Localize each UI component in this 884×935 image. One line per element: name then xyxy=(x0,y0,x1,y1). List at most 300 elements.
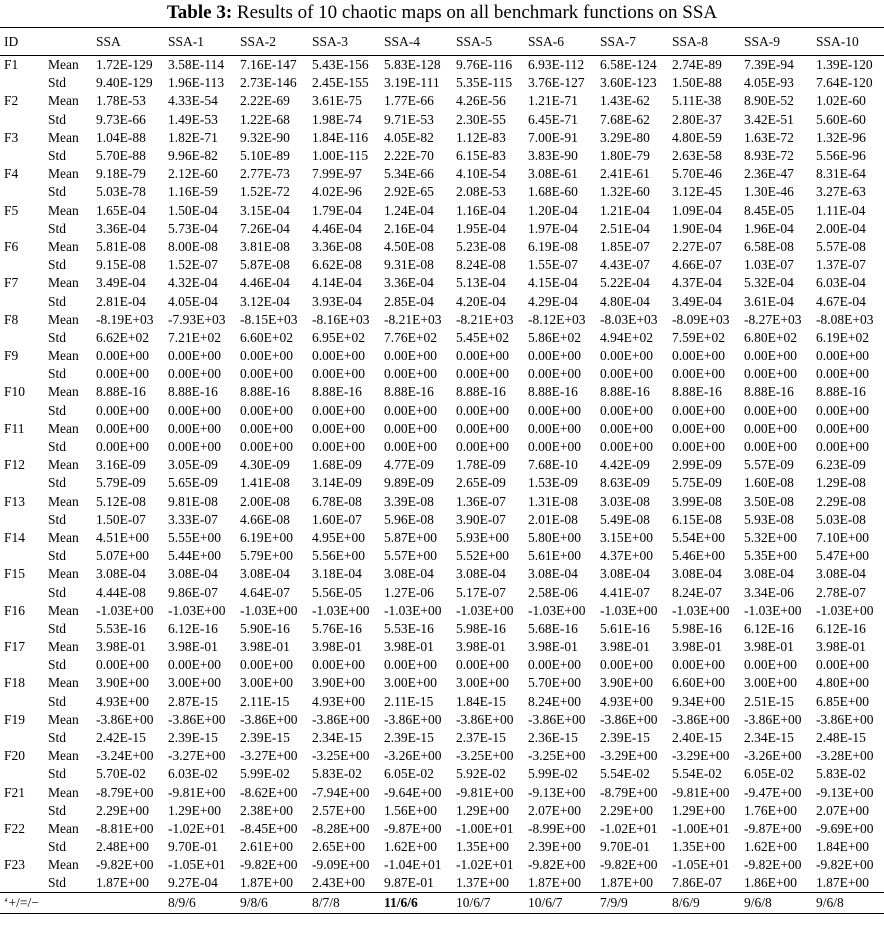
value-cell: 5.57E-08 xyxy=(816,238,866,254)
value-cell: 8.88E-16 xyxy=(744,384,794,400)
value-cell: -3.25E+00 xyxy=(456,748,514,764)
value-cell: 4.10E-54 xyxy=(456,166,506,182)
function-id: F13 xyxy=(4,493,26,509)
value-cell: 6.19E-08 xyxy=(528,238,578,254)
value-cell: 5.53E-16 xyxy=(384,620,434,636)
value-cell: -9.09E+00 xyxy=(312,857,370,873)
value-cell: -3.28E+00 xyxy=(816,748,874,764)
value-cell: 3.98E-01 xyxy=(816,639,866,655)
value-cell: 0.00E+00 xyxy=(600,402,653,418)
value-cell: 4.43E-07 xyxy=(600,257,650,273)
value-cell: 4.66E-07 xyxy=(672,257,722,273)
value-cell: 0.00E+00 xyxy=(168,439,221,455)
value-cell: 8.88E-16 xyxy=(240,384,290,400)
value-cell: 2.16E-04 xyxy=(384,220,434,236)
value-cell: -7.94E+00 xyxy=(312,784,370,800)
value-cell: 6.95E+02 xyxy=(312,329,365,345)
value-cell: 2.01E-08 xyxy=(528,511,578,527)
value-cell: 9.15E-08 xyxy=(96,257,146,273)
function-id xyxy=(0,146,44,164)
value-cell: 1.16E-59 xyxy=(168,184,218,200)
value-cell: -7.93E+03 xyxy=(168,311,226,327)
value-cell: 7.68E-10 xyxy=(528,457,578,473)
function-id: F5 xyxy=(4,202,19,218)
value-cell: 3.14E-09 xyxy=(312,475,362,491)
value-cell: 0.00E+00 xyxy=(744,657,797,673)
value-cell: 9.70E-01 xyxy=(168,839,218,855)
stat-label: Std xyxy=(48,366,67,382)
value-cell: 5.65E-09 xyxy=(168,475,218,491)
stat-label: Mean xyxy=(48,311,79,327)
function-id: F11 xyxy=(4,420,25,436)
value-cell: -9.82E+00 xyxy=(816,857,874,873)
value-cell: 2.74E-89 xyxy=(672,57,722,73)
value-cell: 5.79E+00 xyxy=(240,548,293,564)
value-cell: 4.30E-09 xyxy=(240,457,290,473)
value-cell: 1.86E+00 xyxy=(744,875,797,891)
value-cell: 6.03E-04 xyxy=(816,275,866,291)
value-cell: 5.98E-16 xyxy=(672,620,722,636)
value-cell: 1.79E-04 xyxy=(312,202,362,218)
value-cell: 2.45E-155 xyxy=(312,75,369,91)
stat-label: Std xyxy=(48,548,67,564)
value-cell: 3.98E-01 xyxy=(168,639,218,655)
value-cell: 1.29E-08 xyxy=(816,475,866,491)
stat-label: Std xyxy=(48,329,67,345)
value-cell: 9.34E+00 xyxy=(672,693,725,709)
header-ssa: SSA xyxy=(92,28,164,56)
value-cell: 2.39E+00 xyxy=(528,839,581,855)
value-cell: 5.79E-09 xyxy=(96,475,146,491)
value-cell: -9.82E+00 xyxy=(528,857,586,873)
function-id xyxy=(0,692,44,710)
value-cell: 2.58E-06 xyxy=(528,584,578,600)
value-cell: 9.18E-79 xyxy=(96,166,146,182)
value-cell: 7.99E-97 xyxy=(312,166,362,182)
value-cell: 2.39E-15 xyxy=(168,730,218,746)
value-cell: -3.86E+00 xyxy=(312,711,370,727)
value-cell: 0.00E+00 xyxy=(816,420,869,436)
value-cell: 6.85E+00 xyxy=(816,693,869,709)
value-cell: 2.48E-15 xyxy=(816,730,866,746)
value-cell: -8.62E+00 xyxy=(240,784,298,800)
table-row xyxy=(0,692,884,710)
value-cell: 5.93E-08 xyxy=(744,511,794,527)
value-cell: 1.84E-15 xyxy=(456,693,506,709)
value-cell: 2.51E-04 xyxy=(600,220,650,236)
value-cell: -1.03E+00 xyxy=(816,602,874,618)
value-cell: 3.98E-01 xyxy=(744,639,794,655)
value-cell: 1.29E+00 xyxy=(456,802,509,818)
stat-label: Std xyxy=(48,439,67,455)
value-cell: -1.00E+01 xyxy=(672,820,730,836)
value-cell: -3.29E+00 xyxy=(672,748,730,764)
value-cell: -1.04E+01 xyxy=(384,857,442,873)
value-cell: 1.96E-04 xyxy=(744,220,794,236)
value-cell: -9.82E+00 xyxy=(96,857,154,873)
value-cell: -3.86E+00 xyxy=(240,711,298,727)
value-cell: 9.70E-01 xyxy=(600,839,650,855)
value-cell: 5.55E+00 xyxy=(168,529,221,545)
value-cell: 0.00E+00 xyxy=(672,402,725,418)
stat-label: Mean xyxy=(48,675,79,691)
function-id: F23 xyxy=(4,857,26,873)
table-row xyxy=(0,437,884,455)
value-cell: -9.82E+00 xyxy=(600,857,658,873)
value-cell: 5.13E-04 xyxy=(456,275,506,291)
stat-label: Mean xyxy=(48,275,79,291)
value-cell: 0.00E+00 xyxy=(312,366,365,382)
function-id xyxy=(0,547,44,565)
value-cell: 0.00E+00 xyxy=(384,402,437,418)
value-cell: 1.27E-06 xyxy=(384,584,434,600)
value-cell: 0.00E+00 xyxy=(528,366,581,382)
value-cell: 4.33E-54 xyxy=(168,93,218,109)
table-body xyxy=(0,56,884,914)
value-cell: 3.36E-04 xyxy=(384,275,434,291)
table-row xyxy=(0,492,884,510)
value-cell: 8.93E-72 xyxy=(744,148,794,164)
value-cell: 6.78E-08 xyxy=(312,493,362,509)
value-cell: 4.80E-04 xyxy=(600,293,650,309)
value-cell: 9.86E-07 xyxy=(168,584,218,600)
value-cell: 4.05E-82 xyxy=(384,129,434,145)
stat-label: Std xyxy=(48,148,67,164)
function-id xyxy=(0,292,44,310)
value-cell: 1.12E-83 xyxy=(456,129,506,145)
value-cell: 4.77E-09 xyxy=(384,457,434,473)
stat-label: Std xyxy=(48,220,67,236)
value-cell: 6.58E-124 xyxy=(600,57,657,73)
value-cell: 1.97E-04 xyxy=(528,220,578,236)
value-cell: -3.86E+00 xyxy=(816,711,874,727)
value-cell: 6.62E+02 xyxy=(96,329,149,345)
table-row xyxy=(0,838,884,856)
value-cell: 5.92E-02 xyxy=(456,766,506,782)
value-cell: 2.65E+00 xyxy=(312,839,365,855)
value-cell: 2.78E-07 xyxy=(816,584,866,600)
value-cell: 1.53E-09 xyxy=(528,475,578,491)
value-cell: 2.92E-65 xyxy=(384,184,434,200)
value-cell: 5.46E+00 xyxy=(672,548,725,564)
value-cell: 5.54E+00 xyxy=(672,529,725,545)
value-cell: 9.81E-08 xyxy=(168,493,218,509)
summary-cell: 7/9/9 xyxy=(596,892,668,913)
stat-label: Std xyxy=(48,75,67,91)
table-row xyxy=(0,328,884,346)
value-cell: 1.76E+00 xyxy=(744,802,797,818)
value-cell: 5.07E+00 xyxy=(96,548,149,564)
value-cell: 4.41E-07 xyxy=(600,584,650,600)
value-cell: 3.34E-06 xyxy=(744,584,794,600)
value-cell: -1.03E+00 xyxy=(672,602,730,618)
value-cell: 3.49E-04 xyxy=(96,275,146,291)
value-cell: 4.51E+00 xyxy=(96,529,149,545)
function-id: F7 xyxy=(4,275,19,291)
value-cell: 1.63E-72 xyxy=(744,129,794,145)
value-cell: 2.48E+00 xyxy=(96,839,149,855)
header-ssa-7: SSA-7 xyxy=(596,28,668,56)
stat-label: Std xyxy=(48,402,67,418)
summary-spacer xyxy=(44,892,92,913)
function-id: F4 xyxy=(4,166,19,182)
value-cell: 3.16E-09 xyxy=(96,457,146,473)
value-cell: 5.87E-08 xyxy=(240,257,290,273)
value-cell: 4.37E-04 xyxy=(672,275,722,291)
value-cell: 1.16E-04 xyxy=(456,202,506,218)
function-id xyxy=(0,619,44,637)
value-cell: 2.34E-15 xyxy=(744,730,794,746)
value-cell: 1.49E-53 xyxy=(168,111,218,127)
stat-label: Mean xyxy=(48,384,79,400)
value-cell: 1.78E-09 xyxy=(456,457,506,473)
value-cell: 1.60E-08 xyxy=(744,475,794,491)
value-cell: 5.32E+00 xyxy=(744,529,797,545)
value-cell: 2.57E+00 xyxy=(312,802,365,818)
value-cell: 9.27E-04 xyxy=(168,875,218,891)
value-cell: -8.12E+03 xyxy=(528,311,586,327)
value-cell: 1.43E-62 xyxy=(600,93,650,109)
value-cell: 4.95E+00 xyxy=(312,529,365,545)
value-cell: 2.41E-61 xyxy=(600,166,650,182)
table-row xyxy=(0,165,884,183)
value-cell: 0.00E+00 xyxy=(168,420,221,436)
stat-label: Mean xyxy=(48,602,79,618)
value-cell: -1.03E+00 xyxy=(312,602,370,618)
value-cell: -3.86E+00 xyxy=(600,711,658,727)
value-cell: 1.87E+00 xyxy=(528,875,581,891)
value-cell: -9.87E+00 xyxy=(744,820,802,836)
stat-label: Std xyxy=(48,802,67,818)
table-row xyxy=(0,747,884,765)
value-cell: 6.12E-16 xyxy=(168,620,218,636)
value-cell: 2.22E-70 xyxy=(384,148,434,164)
value-cell: 1.52E-72 xyxy=(240,184,290,200)
stat-label: Mean xyxy=(48,820,79,836)
summary-cell: 8/9/6 xyxy=(164,892,236,913)
value-cell: 5.35E+00 xyxy=(744,548,797,564)
value-cell: 1.62E+00 xyxy=(384,839,437,855)
value-cell: 4.66E-08 xyxy=(240,511,290,527)
table-row xyxy=(0,237,884,255)
value-cell: 2.42E-15 xyxy=(96,730,146,746)
value-cell: 6.19E+02 xyxy=(816,329,869,345)
summary-label: ‘+/=/− xyxy=(0,892,44,913)
value-cell: 5.60E-60 xyxy=(816,111,866,127)
value-cell: 0.00E+00 xyxy=(528,402,581,418)
value-cell: -1.03E+00 xyxy=(240,602,298,618)
value-cell: 5.03E-08 xyxy=(816,511,866,527)
table-row xyxy=(0,874,884,892)
value-cell: 1.24E-04 xyxy=(384,202,434,218)
stat-label: Mean xyxy=(48,493,79,509)
value-cell: 3.61E-04 xyxy=(744,293,794,309)
stat-label: Mean xyxy=(48,457,79,473)
function-id xyxy=(0,765,44,783)
stat-label: Std xyxy=(48,875,67,891)
value-cell: 0.00E+00 xyxy=(456,366,509,382)
value-cell: 0.00E+00 xyxy=(672,657,725,673)
table-row xyxy=(0,74,884,92)
value-cell: -3.24E+00 xyxy=(96,748,154,764)
value-cell: 1.04E-88 xyxy=(96,129,146,145)
value-cell: 1.50E-88 xyxy=(672,75,722,91)
value-cell: 2.77E-73 xyxy=(240,166,290,182)
value-cell: 4.26E-56 xyxy=(456,93,506,109)
summary-cell: 9/6/8 xyxy=(812,892,884,913)
value-cell: -1.05E+01 xyxy=(168,857,226,873)
stat-label: Std xyxy=(48,257,67,273)
summary-cell: 8/6/9 xyxy=(668,892,740,913)
value-cell: 1.52E-07 xyxy=(168,257,218,273)
value-cell: 8.24E-08 xyxy=(456,257,506,273)
value-cell: 3.18E-04 xyxy=(312,566,362,582)
value-cell: 4.20E-04 xyxy=(456,293,506,309)
table-row xyxy=(0,474,884,492)
value-cell: 9.40E-129 xyxy=(96,75,153,91)
function-id: F14 xyxy=(4,529,26,545)
table-row xyxy=(0,292,884,310)
value-cell: 7.21E+02 xyxy=(168,329,221,345)
value-cell: 1.84E+00 xyxy=(816,839,869,855)
value-cell: -3.25E+00 xyxy=(312,748,370,764)
value-cell: 0.00E+00 xyxy=(672,348,725,364)
header-ssa-4: SSA-4 xyxy=(380,28,452,56)
value-cell: 2.87E-15 xyxy=(168,693,218,709)
value-cell: 5.56E-96 xyxy=(816,148,866,164)
value-cell: 3.90E+00 xyxy=(96,675,149,691)
value-cell: -8.27E+03 xyxy=(744,311,802,327)
value-cell: 6.12E-16 xyxy=(744,620,794,636)
value-cell: 0.00E+00 xyxy=(240,439,293,455)
value-cell: 3.08E-04 xyxy=(600,566,650,582)
stat-label: Std xyxy=(48,657,67,673)
value-cell: 5.83E-02 xyxy=(816,766,866,782)
value-cell: 3.93E-04 xyxy=(312,293,362,309)
value-cell: 0.00E+00 xyxy=(240,348,293,364)
value-cell: 5.34E-66 xyxy=(384,166,434,182)
value-cell: 5.56E-05 xyxy=(312,584,362,600)
value-cell: 3.15E-04 xyxy=(240,202,290,218)
value-cell: 5.53E-16 xyxy=(96,620,146,636)
value-cell: 2.81E-04 xyxy=(96,293,146,309)
value-cell: 4.32E-04 xyxy=(168,275,218,291)
value-cell: 4.94E+02 xyxy=(600,329,653,345)
stat-label: Mean xyxy=(48,639,79,655)
stat-label: Mean xyxy=(48,93,79,109)
value-cell: 1.09E-04 xyxy=(672,202,722,218)
value-cell: -8.09E+03 xyxy=(672,311,730,327)
value-cell: 8.24E-07 xyxy=(672,584,722,600)
value-cell: 4.29E-04 xyxy=(528,293,578,309)
value-cell: -1.03E+00 xyxy=(384,602,442,618)
value-cell: 2.43E+00 xyxy=(312,875,365,891)
value-cell: 2.34E-15 xyxy=(312,730,362,746)
value-cell: 3.99E-08 xyxy=(672,493,722,509)
value-cell: 5.11E-38 xyxy=(672,93,722,109)
value-cell: -1.03E+00 xyxy=(528,602,586,618)
value-cell: 3.36E-08 xyxy=(312,238,362,254)
value-cell: 3.08E-04 xyxy=(744,566,794,582)
function-id: F10 xyxy=(4,384,26,400)
function-id xyxy=(0,110,44,128)
value-cell: 1.56E+00 xyxy=(384,802,437,818)
value-cell: 3.98E-01 xyxy=(600,639,650,655)
value-cell: 5.98E-16 xyxy=(456,620,506,636)
value-cell: 0.00E+00 xyxy=(312,420,365,436)
value-cell: 3.05E-09 xyxy=(168,457,218,473)
value-cell: 1.21E-04 xyxy=(600,202,650,218)
value-cell: 4.80E+00 xyxy=(816,675,869,691)
value-cell: 6.05E-02 xyxy=(384,766,434,782)
value-cell: 2.38E+00 xyxy=(240,802,293,818)
value-cell: -1.05E+01 xyxy=(672,857,730,873)
value-cell: 1.72E-129 xyxy=(96,57,153,73)
stat-label: Mean xyxy=(48,166,79,182)
value-cell: 5.47E+00 xyxy=(816,548,869,564)
value-cell: -3.86E+00 xyxy=(744,711,802,727)
value-cell: 3.33E-07 xyxy=(168,511,218,527)
value-cell: 5.54E-02 xyxy=(672,766,722,782)
value-cell: 5.54E-02 xyxy=(600,766,650,782)
table-row xyxy=(0,583,884,601)
value-cell: -9.82E+00 xyxy=(240,857,298,873)
value-cell: 2.11E-15 xyxy=(384,693,434,709)
function-id xyxy=(0,583,44,601)
value-cell: 0.00E+00 xyxy=(168,402,221,418)
value-cell: 5.23E-08 xyxy=(456,238,506,254)
value-cell: 3.15E+00 xyxy=(600,529,653,545)
value-cell: 5.49E-08 xyxy=(600,511,650,527)
value-cell: 0.00E+00 xyxy=(528,420,581,436)
value-cell: 1.87E+00 xyxy=(816,875,869,891)
value-cell: -1.02E+01 xyxy=(600,820,658,836)
value-cell: -1.00E+01 xyxy=(456,820,514,836)
value-cell: -8.99E+00 xyxy=(528,820,586,836)
value-cell: 2.29E+00 xyxy=(600,802,653,818)
table-row xyxy=(0,619,884,637)
header-stat xyxy=(44,28,92,56)
function-id: F15 xyxy=(4,566,26,582)
value-cell: 3.08E-04 xyxy=(384,566,434,582)
value-cell: -8.81E+00 xyxy=(96,820,154,836)
function-id: F8 xyxy=(4,311,19,327)
function-id: F17 xyxy=(4,639,26,655)
value-cell: -1.03E+00 xyxy=(168,602,226,618)
value-cell: 2.07E+00 xyxy=(816,802,869,818)
value-cell: 3.90E+00 xyxy=(600,675,653,691)
value-cell: 5.81E-08 xyxy=(96,238,146,254)
value-cell: -1.02E+01 xyxy=(168,820,226,836)
value-cell: 3.81E-08 xyxy=(240,238,290,254)
value-cell: 1.50E-07 xyxy=(96,511,146,527)
value-cell: 1.87E+00 xyxy=(240,875,293,891)
value-cell: 2.39E-15 xyxy=(384,730,434,746)
stat-label: Mean xyxy=(48,566,79,582)
stat-label: Std xyxy=(48,184,67,200)
summary-cell xyxy=(92,892,164,913)
value-cell: -8.79E+00 xyxy=(96,784,154,800)
function-id: F3 xyxy=(4,129,19,145)
stat-label: Mean xyxy=(48,57,79,73)
value-cell: -8.08E+03 xyxy=(816,311,874,327)
value-cell: 3.19E-111 xyxy=(384,75,440,91)
value-cell: 3.08E-04 xyxy=(456,566,506,582)
value-cell: 0.00E+00 xyxy=(528,657,581,673)
value-cell: 6.23E-09 xyxy=(816,457,866,473)
value-cell: 9.31E-08 xyxy=(384,257,434,273)
value-cell: 1.29E+00 xyxy=(672,802,725,818)
